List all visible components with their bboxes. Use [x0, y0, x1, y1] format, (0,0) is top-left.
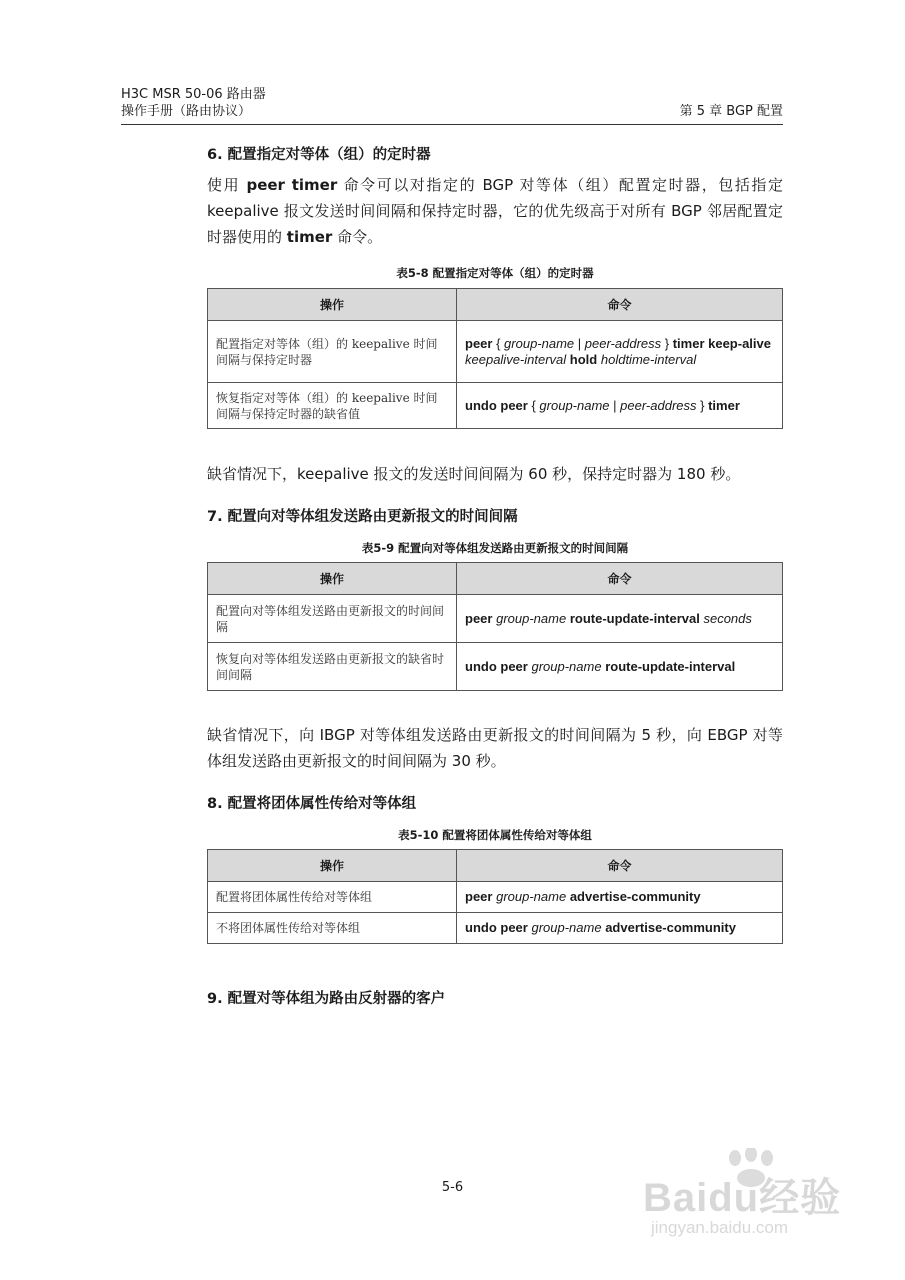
table-caption-5-10: 表5-10 配置将团体属性传给对等体组 [398, 828, 592, 842]
cmd-text: { [527, 397, 540, 413]
table-5-10 [207, 849, 783, 944]
watermark-url: jingyan.baidu.com [651, 1218, 789, 1237]
cmd-keyword: peer [465, 335, 493, 351]
table-5-8 [207, 288, 783, 429]
command-keyword: timer [286, 228, 333, 246]
operation-cell: 配置将团体属性传给对等体组 [208, 882, 457, 913]
cmd-param: peer-address [584, 335, 662, 351]
table-row [208, 595, 783, 643]
table-caption-5-8: 表5-8 配置指定对等体（组）的定时器 [396, 266, 594, 280]
cmd-param: group-name [539, 397, 610, 413]
cmd-param: keepalive-interval [465, 351, 567, 367]
cmd-keyword: undo peer [465, 920, 528, 935]
cmd-keyword: route-update-interval [569, 610, 700, 626]
cmd-text: | [609, 397, 621, 413]
column-header-command: 命令 [457, 563, 783, 595]
page-number: 5-6 [441, 1180, 464, 1195]
cmd-param: group-name [496, 610, 567, 626]
column-header-operation: 操作 [208, 289, 457, 321]
cmd-param: group-name [496, 889, 567, 904]
header-manual-title: 操作手册（路由协议） [121, 104, 252, 119]
column-header-command: 命令 [457, 850, 783, 882]
cmd-param: group-name [531, 920, 602, 935]
baidu-watermark [643, 1148, 853, 1248]
cmd-keyword: timer [708, 397, 740, 413]
page-header [121, 86, 783, 120]
section-heading-6: 6. 配置指定对等体（组）的定时器 [207, 147, 431, 163]
cmd-param: holdtime-interval [600, 351, 697, 367]
table-row [208, 383, 783, 429]
cmd-keyword: peer [465, 889, 493, 904]
section-heading-9: 9. 配置对等体组为路由反射器的客户 [207, 991, 446, 1007]
operation-cell: 不将团体属性传给对等体组 [208, 913, 457, 944]
table-header-row [208, 563, 783, 595]
command-cell [457, 321, 783, 383]
header-product: H3C MSR 50-06 路由器 [121, 87, 266, 102]
operation-cell: 配置向对等体组发送路由更新报文的时间间隔 [208, 595, 457, 643]
cmd-keyword: advertise-community [569, 889, 701, 904]
watermark-brand: Baidu经验 [643, 1176, 842, 1220]
table-header-row [208, 850, 783, 882]
cmd-keyword: hold [569, 351, 598, 367]
cmd-param: seconds [703, 610, 752, 626]
command-cell [457, 595, 783, 643]
cmd-keyword: timer keep-alive [672, 335, 771, 351]
column-header-operation: 操作 [208, 850, 457, 882]
operation-cell: 恢复向对等体组发送路由更新报文的缺省时间间隔 [208, 643, 457, 691]
operation-cell: 配置指定对等体（组）的 keepalive 时间间隔与保持定时器 [208, 321, 457, 383]
command-cell [457, 383, 783, 429]
text: 使用 [207, 176, 247, 194]
cmd-keyword: undo peer [465, 397, 528, 413]
cmd-text: { [492, 335, 505, 351]
header-chapter: 第 5 章 BGP 配置 [679, 104, 783, 119]
section-heading-8: 8. 配置将团体属性传给对等体组 [207, 796, 417, 812]
section6-paragraph [207, 172, 783, 250]
command-cell [457, 913, 783, 944]
section7-note: 缺省情况下，向 IBGP 对等体组发送路由更新报文的时间间隔为 5 秒，向 EBGP 对等体组发送路由更新报文的时间间隔为 30 秒。 [207, 726, 783, 770]
operation-cell: 恢复指定对等体（组）的 keepalive 时间间隔与保持定时器的缺省值 [208, 383, 457, 429]
cmd-param: peer-address [620, 397, 697, 413]
cmd-keyword: undo peer [465, 658, 528, 674]
cmd-keyword: advertise-community [605, 920, 736, 935]
column-header-operation: 操作 [208, 563, 457, 595]
table-caption-5-9: 表5-9 配置向对等体组发送路由更新报文的时间间隔 [361, 541, 629, 555]
command-cell [457, 882, 783, 913]
table-row [208, 913, 783, 944]
command-cell [457, 643, 783, 691]
column-header-command: 命令 [457, 289, 783, 321]
cmd-text: | [574, 335, 585, 351]
section6-note: 缺省情况下，keepalive 报文的发送时间间隔为 60 秒，保持定时器为 180 秒。 [207, 465, 741, 483]
table-row [208, 643, 783, 691]
cmd-text: } [696, 397, 709, 413]
table-row [208, 882, 783, 913]
table-row [208, 321, 783, 383]
command-keyword: peer timer [246, 176, 338, 194]
cmd-keyword: peer [465, 610, 493, 626]
text: 命令可以对指定的 BGP 对等体（组）配置定时器，包括指定keepalive 报文发送时间间隔和保持定时器，它的优先级高于对所有 BGP 邻居配置定时器使用的 [207, 176, 783, 246]
cmd-param: group-name [504, 335, 575, 351]
cmd-param: group-name [531, 658, 602, 674]
text: 命令。 [332, 228, 383, 246]
section-heading-7: 7. 配置向对等体组发送路由更新报文的时间间隔 [207, 509, 518, 525]
table-header-row [208, 289, 783, 321]
cmd-text: } [661, 335, 673, 351]
table-5-9 [207, 562, 783, 691]
header-divider [121, 124, 783, 125]
cmd-keyword: route-update-interval [605, 658, 736, 674]
